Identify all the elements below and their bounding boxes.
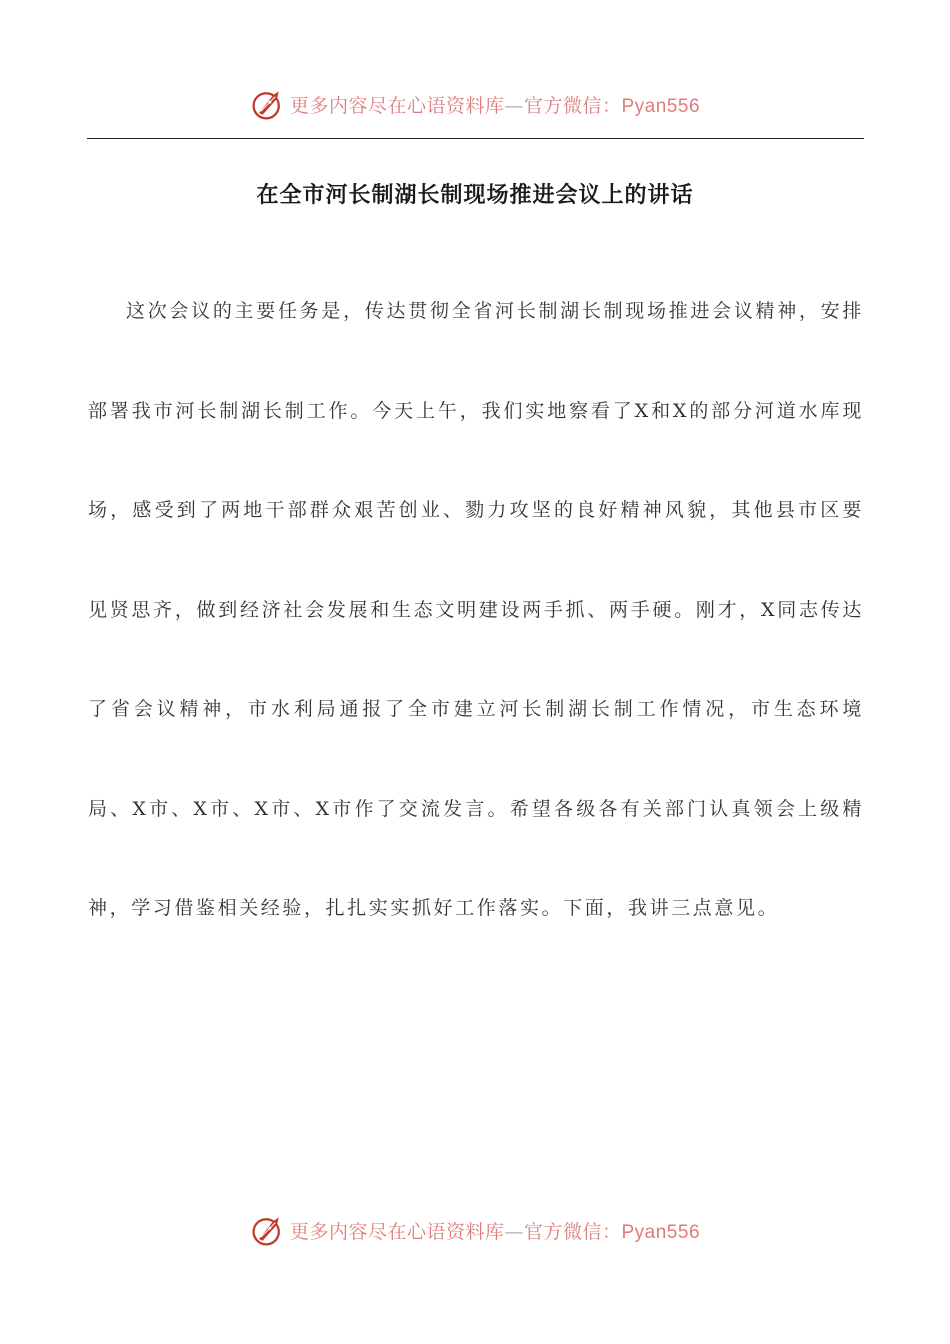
wechat-id: Pyan556: [621, 95, 701, 117]
document-title: 在全市河长制湖长制现场推进会议上的讲话: [256, 183, 694, 208]
pen-nib-logo-icon: [250, 1212, 286, 1248]
document-paragraph: 这次会议的主要任务是，传达贯彻全省河长制湖长制现场推进会议精神，安排部署我市河长制湖长制工作。今天上午，我们实地察看了X和X的部分河道水库现场，感受到了两地干部群众艰苦创业、勠力攻坚的良好精神风貌，其他县市区要见贤思齐，做到经济社会发展和生态文明建设两手抓、两手硬。刚才，X同志传达了省会议精神，市水利局通报了全市建立河长制湖长制工作情况，市生态环境局、X市、X市、X市、X市作了交流发言。希望各级各有关部门认真领会上级精神，学习借鉴相关经验，扎扎实实抓好工作落实。下面，我讲三点意见。: [88, 300, 864, 919]
header-rule: [87, 138, 864, 139]
header-banner-text: 更多内容尽在心语资料库—官方微信：Pyan556: [289, 94, 701, 117]
header-banner: [0, 84, 950, 124]
wechat-id: Pyan556: [621, 1221, 701, 1243]
footer-banner: [0, 1210, 950, 1250]
pen-nib-logo-icon: [250, 86, 286, 122]
footer-banner-text: 更多内容尽在心语资料库—官方微信：Pyan556: [289, 1220, 701, 1243]
